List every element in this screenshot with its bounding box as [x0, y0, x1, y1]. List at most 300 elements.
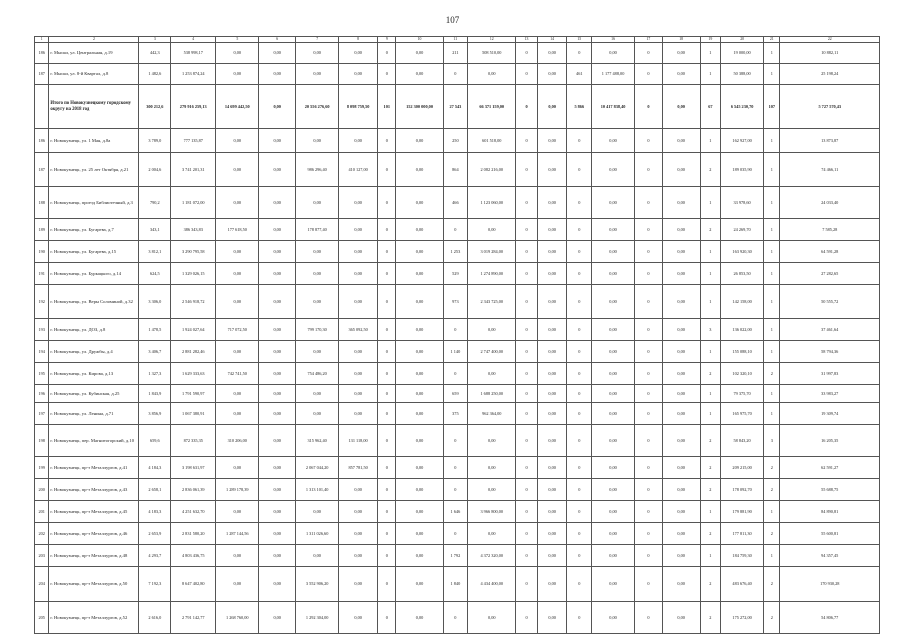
- value-cell: 26 853,50: [721, 263, 764, 285]
- value-cell: 0,00: [339, 219, 378, 241]
- value-cell: 1: [764, 219, 780, 241]
- value-cell: 0: [567, 241, 592, 263]
- value-cell: 13 873,87: [780, 129, 880, 153]
- value-cell: 624,5: [139, 263, 171, 285]
- table-row: [35, 457, 880, 479]
- table-row: [35, 425, 880, 457]
- value-cell: 0: [378, 425, 396, 457]
- value-cell: 1 067 380,91: [171, 403, 216, 425]
- value-cell: 0: [567, 523, 592, 545]
- value-cell: 0,00: [296, 187, 339, 219]
- value-cell: 0: [567, 129, 592, 153]
- row-number: 199: [35, 457, 49, 479]
- value-cell: 0,00: [537, 285, 567, 319]
- value-cell: 0,00: [259, 85, 296, 129]
- column-number-cell: 16: [592, 37, 635, 43]
- value-cell: 10 417 838,40: [592, 85, 635, 129]
- value-cell: 0,00: [259, 219, 296, 241]
- column-number-cell: 21: [764, 37, 780, 43]
- row-number: 193: [35, 319, 49, 341]
- row-number: 203: [35, 545, 49, 567]
- value-cell: 0: [443, 64, 468, 85]
- value-cell: 67: [700, 85, 720, 129]
- value-cell: 0,00: [468, 363, 516, 385]
- value-cell: 0,00: [396, 285, 443, 319]
- row-number: 191: [35, 263, 49, 285]
- value-cell: 0: [378, 385, 396, 403]
- row-number: 186: [35, 43, 49, 64]
- value-cell: 0: [567, 545, 592, 567]
- value-cell: 0,00: [396, 403, 443, 425]
- value-cell: 0: [443, 602, 468, 634]
- value-cell: 8 647 402,80: [171, 567, 216, 602]
- value-cell: 2: [764, 457, 780, 479]
- value-cell: 0,00: [396, 523, 443, 545]
- column-number-cell: 18: [662, 37, 700, 43]
- value-cell: 0: [635, 263, 663, 285]
- value-cell: 0: [635, 403, 663, 425]
- address-cell: г. Новокузнецк, пр-т Металлургов, д.43: [49, 479, 139, 501]
- value-cell: 0,00: [339, 263, 378, 285]
- value-cell: 0: [378, 363, 396, 385]
- value-cell: 3 406,7: [139, 341, 171, 363]
- value-cell: 0,00: [216, 567, 259, 602]
- value-cell: 0: [378, 263, 396, 285]
- value-cell: 20 556 276,60: [296, 85, 339, 129]
- value-cell: 0,00: [396, 457, 443, 479]
- value-cell: 0: [378, 501, 396, 523]
- value-cell: 0,00: [592, 219, 635, 241]
- column-number-cell: 20: [721, 37, 764, 43]
- column-number-cell: 19: [700, 37, 720, 43]
- value-cell: 0,00: [216, 545, 259, 567]
- value-cell: 1 688 250,00: [468, 385, 516, 403]
- value-cell: 1 181 072,00: [171, 187, 216, 219]
- value-cell: 343,1: [139, 219, 171, 241]
- value-cell: 4 293,7: [139, 545, 171, 567]
- value-cell: 0,00: [216, 64, 259, 85]
- value-cell: 1 843,9: [139, 385, 171, 403]
- value-cell: 0: [516, 153, 538, 187]
- value-cell: 0,00: [662, 129, 700, 153]
- column-number-cell: 6: [259, 37, 296, 43]
- value-cell: 1 311 026,60: [296, 523, 339, 545]
- value-cell: 2 082 216,00: [468, 153, 516, 187]
- value-cell: 2: [700, 219, 720, 241]
- table-row: [35, 64, 880, 85]
- value-cell: 0,00: [396, 425, 443, 457]
- value-cell: 0,00: [537, 602, 567, 634]
- value-cell: 155 088,10: [721, 341, 764, 363]
- value-cell: 742 741,50: [216, 363, 259, 385]
- row-number: 205: [35, 602, 49, 634]
- table-row: [35, 241, 880, 263]
- value-cell: 2: [700, 602, 720, 634]
- value-cell: 1 791 590,97: [171, 385, 216, 403]
- value-cell: 0: [443, 479, 468, 501]
- value-cell: 0: [378, 341, 396, 363]
- value-cell: 0,00: [537, 363, 567, 385]
- value-cell: 0,00: [662, 241, 700, 263]
- value-cell: 19 309,74: [780, 403, 880, 425]
- value-cell: 0: [516, 64, 538, 85]
- address-cell: г. Новокузнецк, пр-т Металлургов, д.52: [49, 602, 139, 634]
- value-cell: 2 836 061,39: [171, 479, 216, 501]
- value-cell: 386 343,83: [171, 219, 216, 241]
- value-cell: 483 676,40: [721, 567, 764, 602]
- value-cell: 1: [700, 545, 720, 567]
- value-cell: 178 877,40: [296, 219, 339, 241]
- value-cell: 0,00: [662, 501, 700, 523]
- value-cell: 74 466,11: [780, 153, 880, 187]
- table-row: [35, 602, 880, 634]
- value-cell: 0,00: [592, 341, 635, 363]
- value-cell: 0,00: [259, 479, 296, 501]
- value-cell: 1 123 060,00: [468, 187, 516, 219]
- value-cell: 0: [443, 319, 468, 341]
- value-cell: 0,00: [662, 457, 700, 479]
- value-cell: 0: [567, 385, 592, 403]
- value-cell: 0: [443, 457, 468, 479]
- column-number-cell: 10: [396, 37, 443, 43]
- value-cell: 37 461,64: [780, 319, 880, 341]
- value-cell: 0,00: [259, 523, 296, 545]
- value-cell: 0,00: [396, 319, 443, 341]
- value-cell: 0,00: [216, 263, 259, 285]
- value-cell: 0,00: [259, 363, 296, 385]
- column-number-cell: 2: [49, 37, 139, 43]
- value-cell: 0,00: [296, 263, 339, 285]
- value-cell: 0,00: [296, 341, 339, 363]
- value-cell: 0: [635, 523, 663, 545]
- value-cell: 790,2: [139, 187, 171, 219]
- value-cell: 0,00: [259, 457, 296, 479]
- value-cell: 0,00: [339, 241, 378, 263]
- value-cell: 0,00: [216, 43, 259, 64]
- column-number-cell: 9: [378, 37, 396, 43]
- row-number: 186: [35, 129, 49, 153]
- value-cell: 107: [764, 85, 780, 129]
- value-cell: 0,00: [396, 479, 443, 501]
- row-number: 196: [35, 385, 49, 403]
- value-cell: 0,00: [339, 545, 378, 567]
- address-cell: г. Новокузнецк, ул. Кубинская, д.25: [49, 385, 139, 403]
- value-cell: 0,00: [662, 263, 700, 285]
- value-cell: 0,00: [396, 385, 443, 403]
- value-cell: 0: [378, 319, 396, 341]
- value-cell: 962 364,00: [468, 403, 516, 425]
- value-cell: 754 486,20: [296, 363, 339, 385]
- value-cell: 2: [700, 425, 720, 457]
- value-cell: 0: [516, 285, 538, 319]
- value-cell: 1: [764, 285, 780, 319]
- value-cell: 2 004,6: [139, 153, 171, 187]
- value-cell: 0,00: [339, 341, 378, 363]
- value-cell: 0,00: [662, 341, 700, 363]
- row-number: 201: [35, 501, 49, 523]
- value-cell: 442,3: [139, 43, 171, 64]
- value-cell: 0: [516, 187, 538, 219]
- value-cell: 0: [516, 385, 538, 403]
- row-number: 188: [35, 187, 49, 219]
- value-cell: 2 343 725,00: [468, 285, 516, 319]
- table-body: [35, 37, 880, 634]
- value-cell: 2: [764, 523, 780, 545]
- address-cell: г. Новокузнецк, пер. Магнитогорский, д.10: [49, 425, 139, 457]
- value-cell: 1 274 890,00: [468, 263, 516, 285]
- column-number-cell: 4: [171, 37, 216, 43]
- value-cell: 0,00: [396, 129, 443, 153]
- value-cell: 0: [635, 341, 663, 363]
- value-cell: 101: [378, 85, 396, 129]
- value-cell: 0,00: [537, 385, 567, 403]
- value-cell: 1 646: [443, 501, 468, 523]
- value-cell: 2: [764, 602, 780, 634]
- value-cell: 1: [764, 241, 780, 263]
- value-cell: 3 290 795,58: [171, 241, 216, 263]
- value-cell: 0,00: [259, 341, 296, 363]
- value-cell: 0: [378, 64, 396, 85]
- value-cell: 310 206,00: [216, 425, 259, 457]
- address-cell: г. Новокузнецк, пр-т Металлургов, д.50: [49, 567, 139, 602]
- value-cell: 1: [764, 385, 780, 403]
- value-cell: 315 962,40: [296, 425, 339, 457]
- row-number: 202: [35, 523, 49, 545]
- value-cell: 2: [700, 523, 720, 545]
- value-cell: 0,00: [592, 457, 635, 479]
- value-cell: 0,00: [396, 501, 443, 523]
- value-cell: 5 727 570,43: [780, 85, 880, 129]
- value-cell: 0,00: [259, 425, 296, 457]
- value-cell: 0: [516, 263, 538, 285]
- value-cell: 0: [378, 457, 396, 479]
- row-number: 200: [35, 479, 49, 501]
- value-cell: 16 205,35: [780, 425, 880, 457]
- value-cell: 0,00: [396, 43, 443, 64]
- value-cell: 300 212,6: [139, 85, 171, 129]
- value-cell: 0: [378, 219, 396, 241]
- value-cell: 0,00: [592, 545, 635, 567]
- value-cell: 799 170,30: [296, 319, 339, 341]
- value-cell: 0: [635, 363, 663, 385]
- value-cell: 0: [378, 523, 396, 545]
- value-cell: 0: [567, 363, 592, 385]
- value-cell: 0,00: [592, 319, 635, 341]
- row-number: 187: [35, 153, 49, 187]
- value-cell: 0,00: [296, 285, 339, 319]
- value-cell: 508 510,00: [468, 43, 516, 64]
- page-number: 107: [445, 15, 460, 25]
- value-cell: 179 881,90: [721, 501, 764, 523]
- value-cell: 0: [567, 285, 592, 319]
- value-cell: 0,00: [592, 363, 635, 385]
- table-row: [35, 219, 880, 241]
- value-cell: 0,00: [592, 129, 635, 153]
- value-cell: 2 653,9: [139, 523, 171, 545]
- value-cell: 175 272,00: [721, 602, 764, 634]
- value-cell: 0: [516, 425, 538, 457]
- value-cell: 0: [635, 129, 663, 153]
- value-cell: 659: [443, 385, 468, 403]
- value-cell: 4 372 320,00: [468, 545, 516, 567]
- value-cell: 0: [635, 501, 663, 523]
- value-cell: 2 747 400,00: [468, 341, 516, 363]
- address-cell: г. Новокузнецк, ул. Кирова, д.13: [49, 363, 139, 385]
- value-cell: 0,00: [662, 602, 700, 634]
- value-cell: 659,6: [139, 425, 171, 457]
- value-cell: 178 092,70: [721, 479, 764, 501]
- value-cell: 27 543: [443, 85, 468, 129]
- value-cell: 0,00: [259, 545, 296, 567]
- value-cell: 1: [764, 545, 780, 567]
- value-cell: 0,00: [662, 523, 700, 545]
- value-cell: 0: [516, 457, 538, 479]
- value-cell: 0: [567, 457, 592, 479]
- address-cell: г. Новокузнецк, ул. Буркацкого, д.14: [49, 263, 139, 285]
- value-cell: 1: [764, 501, 780, 523]
- value-cell: 2 616,0: [139, 602, 171, 634]
- value-cell: 529: [443, 263, 468, 285]
- value-cell: 0: [378, 403, 396, 425]
- value-cell: 1: [764, 129, 780, 153]
- value-cell: 0: [567, 403, 592, 425]
- value-cell: 58 843,20: [721, 425, 764, 457]
- value-cell: 864: [443, 153, 468, 187]
- column-number-cell: 3: [139, 37, 171, 43]
- value-cell: 0,00: [396, 64, 443, 85]
- address-cell: г. Новокузнецк, ул. Бугарева, д.15: [49, 241, 139, 263]
- value-cell: 2 546 918,72: [171, 285, 216, 319]
- value-cell: 24 269,70: [721, 219, 764, 241]
- value-cell: 0,00: [537, 523, 567, 545]
- value-cell: 1 292 304,00: [296, 602, 339, 634]
- value-cell: 0,00: [662, 85, 700, 129]
- value-cell: 0: [567, 341, 592, 363]
- value-cell: 79 375,70: [721, 385, 764, 403]
- value-cell: 0,00: [468, 64, 516, 85]
- value-cell: 0,00: [592, 385, 635, 403]
- value-cell: 0: [516, 129, 538, 153]
- value-cell: 0,00: [396, 241, 443, 263]
- value-cell: 0,00: [468, 219, 516, 241]
- value-cell: 1: [764, 153, 780, 187]
- value-cell: 365 092,50: [339, 319, 378, 341]
- value-cell: 84 890,81: [780, 501, 880, 523]
- address-cell: г. Новокузнецк, пр-т Металлургов, д.45: [49, 501, 139, 523]
- value-cell: 27 282,65: [780, 263, 880, 285]
- value-cell: 0: [567, 567, 592, 602]
- column-number-cell: 12: [468, 37, 516, 43]
- value-cell: 1 629 333,63: [171, 363, 216, 385]
- table-row: [35, 263, 880, 285]
- value-cell: 857 781,50: [339, 457, 378, 479]
- value-cell: 0,00: [662, 64, 700, 85]
- row-number: 204: [35, 567, 49, 602]
- value-cell: 1: [764, 187, 780, 219]
- value-cell: 0: [378, 285, 396, 319]
- value-cell: 0,00: [339, 187, 378, 219]
- value-cell: 0,00: [259, 241, 296, 263]
- value-cell: 2 791 142,77: [171, 602, 216, 634]
- value-cell: 177 811,30: [721, 523, 764, 545]
- value-cell: 2: [764, 479, 780, 501]
- row-number: 195: [35, 363, 49, 385]
- value-cell: 54 806,77: [780, 602, 880, 634]
- value-cell: 0,00: [296, 545, 339, 567]
- value-cell: 0,00: [259, 64, 296, 85]
- value-cell: 0,00: [662, 385, 700, 403]
- value-cell: 0,00: [339, 129, 378, 153]
- value-cell: 0,00: [259, 43, 296, 64]
- address-cell: г. Новокузнецк, ул. Бугарева, д.7: [49, 219, 139, 241]
- value-cell: 0: [516, 319, 538, 341]
- value-cell: 1: [764, 319, 780, 341]
- value-cell: 5 866: [567, 85, 592, 129]
- value-cell: 1: [700, 341, 720, 363]
- value-cell: 0,00: [339, 501, 378, 523]
- value-cell: 0,00: [396, 545, 443, 567]
- value-cell: 0,00: [592, 153, 635, 187]
- value-cell: 0,00: [662, 153, 700, 187]
- value-cell: 211: [443, 43, 468, 64]
- value-cell: 0,00: [259, 129, 296, 153]
- value-cell: 0,00: [592, 523, 635, 545]
- value-cell: 8 098 759,50: [339, 85, 378, 129]
- value-cell: 1: [700, 403, 720, 425]
- address-cell: г. Новокузнецк, ул. 1 Мая, д.8а: [49, 129, 139, 153]
- value-cell: 0: [635, 64, 663, 85]
- value-cell: 0,00: [592, 187, 635, 219]
- value-cell: 0: [378, 602, 396, 634]
- value-cell: 0: [567, 263, 592, 285]
- value-cell: 0: [567, 425, 592, 457]
- value-cell: 14 699 442,50: [216, 85, 259, 129]
- value-cell: 4 251 632,70: [171, 501, 216, 523]
- value-cell: 209 215,00: [721, 457, 764, 479]
- address-cell: г. Новокузнецк, проезд Библиотечный, д.3: [49, 187, 139, 219]
- value-cell: 1 287 144,56: [216, 523, 259, 545]
- row-number: 198: [35, 425, 49, 457]
- table-row: [35, 479, 880, 501]
- value-cell: 0: [635, 457, 663, 479]
- value-cell: 410 127,00: [339, 153, 378, 187]
- value-cell: 0: [567, 219, 592, 241]
- value-cell: 0,00: [592, 241, 635, 263]
- value-cell: 0,00: [339, 479, 378, 501]
- address-cell: г. Новокузнецк, пр-т Металлургов, д.48: [49, 545, 139, 567]
- value-cell: 33 978,60: [721, 187, 764, 219]
- table-row: [35, 567, 880, 602]
- value-cell: 0,00: [537, 85, 567, 129]
- value-cell: 0,00: [339, 403, 378, 425]
- value-cell: 4 434 400,00: [468, 567, 516, 602]
- value-cell: 0,00: [537, 187, 567, 219]
- value-cell: 0,00: [259, 187, 296, 219]
- row-number: 197: [35, 403, 49, 425]
- table-row: [35, 43, 880, 64]
- value-cell: 0: [516, 523, 538, 545]
- value-cell: 0,00: [339, 285, 378, 319]
- table-row: [35, 129, 880, 153]
- value-cell: 0,00: [339, 385, 378, 403]
- value-cell: 466: [443, 187, 468, 219]
- value-cell: 0: [516, 602, 538, 634]
- value-cell: 177 618,50: [216, 219, 259, 241]
- value-cell: 0,00: [396, 602, 443, 634]
- value-cell: 0: [567, 43, 592, 64]
- value-cell: 3 306,0: [139, 285, 171, 319]
- value-cell: 0,00: [537, 457, 567, 479]
